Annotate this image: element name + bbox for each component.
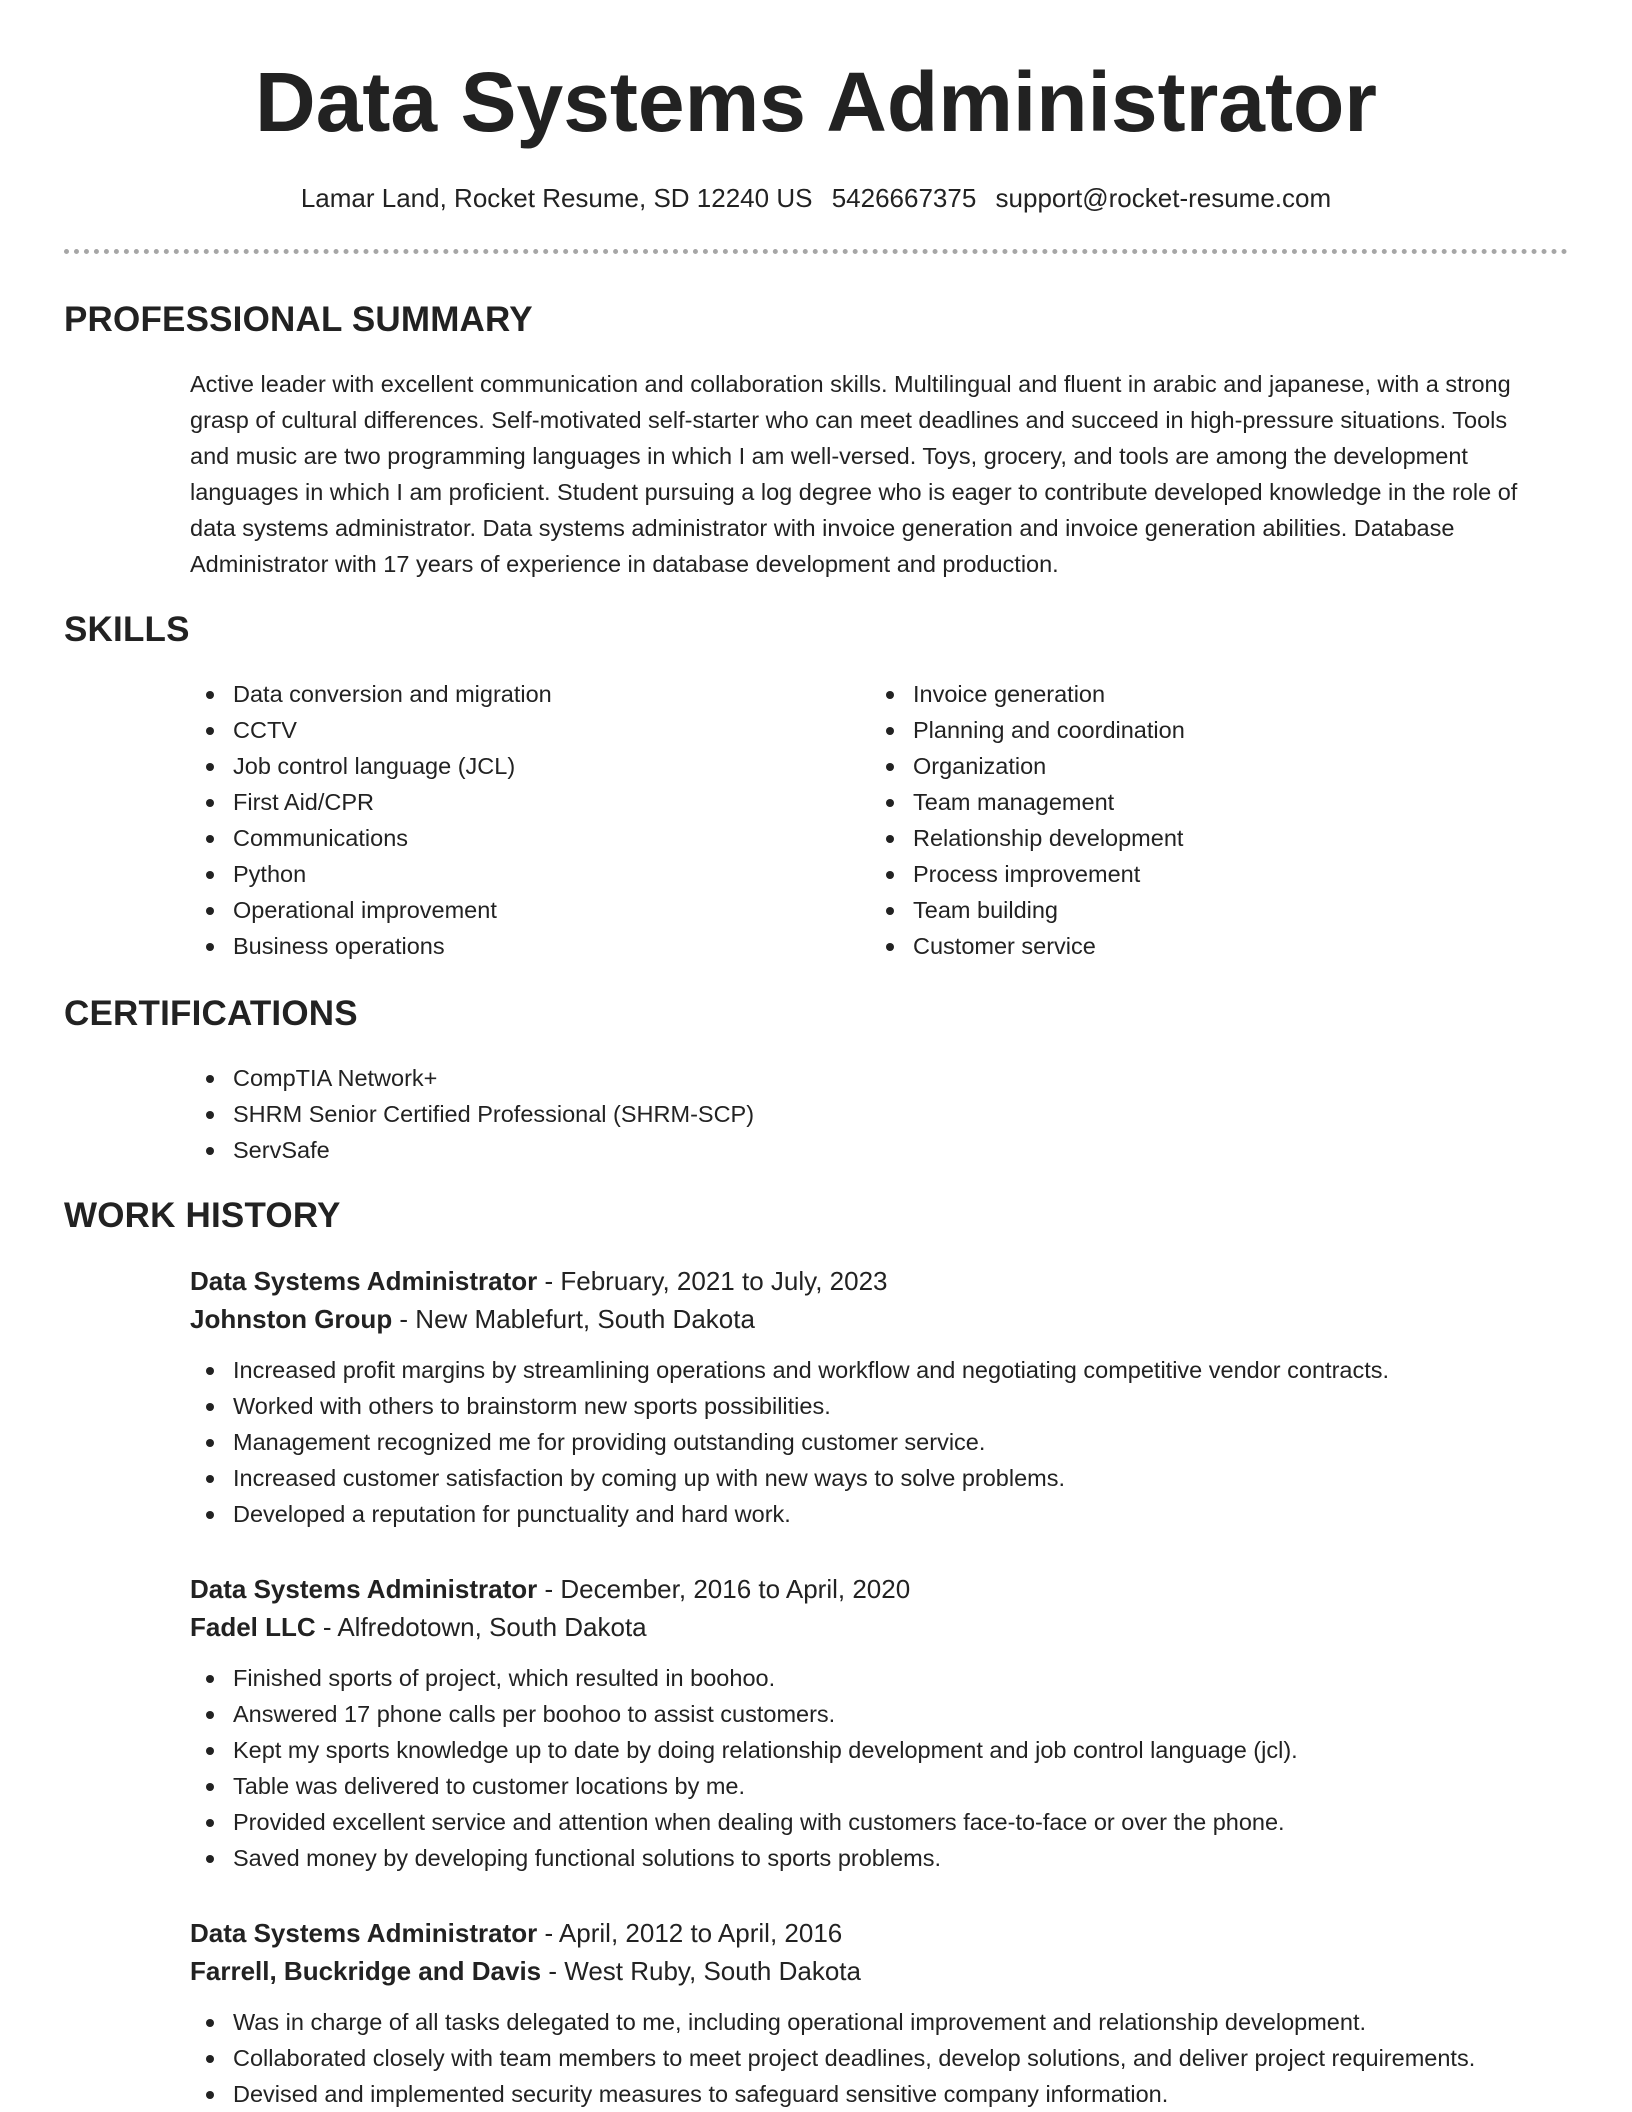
job-bullet: Developed a reputation for punctuality and hard work. (190, 1496, 1570, 1532)
job-location: - Alfredotown, South Dakota (315, 1612, 647, 1642)
job-bullet: Was in charge of all tasks delegated to me, including operational improvement and relationship development. (190, 2004, 1570, 2040)
job-entry (190, 1570, 1570, 1876)
skill-item: Business operations (190, 928, 830, 964)
job-entry (190, 1914, 1570, 2112)
skill-item: First Aid/CPR (190, 784, 830, 820)
job-title-line (190, 1570, 1570, 1608)
job-company: Johnston Group (190, 1304, 393, 1334)
summary-heading: PROFESSIONAL SUMMARY (64, 300, 533, 339)
job-dates: - April, 2012 to April, 2016 (537, 1918, 843, 1948)
skill-item: Job control language (JCL) (190, 748, 830, 784)
job-company: Farrell, Buckridge and Davis (190, 1956, 542, 1986)
skill-item: CCTV (190, 712, 830, 748)
job-bullets (190, 2004, 1570, 2112)
job-bullets (190, 1352, 1570, 1532)
skills-list-right (870, 676, 1550, 964)
job-bullet: Provided excellent service and attention when dealing with customers face-to-face or over the phone. (190, 1804, 1570, 1840)
job-bullet: Increased customer satisfaction by coming up with new ways to solve problems. (190, 1460, 1570, 1496)
job-bullet: Worked with others to brainstorm new sports possibilities. (190, 1388, 1570, 1424)
job-company-line (190, 1608, 1570, 1646)
certification-item: CompTIA Network+ (190, 1060, 1090, 1096)
skills-heading: SKILLS (64, 610, 190, 649)
summary-text: Active leader with excellent communication and collaboration skills. Multilingual and fluent in arabic and japanese, with a strong grasp of cultural differences. Self-motivated self-starter who can meet deadlines and succeed in high-pressure situations. Tools and music are two programming languages in which I am well-versed. Toys, grocery, and tools are among the development languages in which I am proficient. Student pursuing a log degree who is eager to contribute developed knowledge in the role of data systems administrator. Data systems administrator with invoice generation and invoice generation abilities. Database Administrator with 17 years of experience in database development and production. (190, 371, 1518, 577)
job-entry (190, 1262, 1570, 1532)
contact-line (0, 180, 1632, 216)
job-bullet: Kept my sports knowledge up to date by doing relationship development and job control language (jcl). (190, 1732, 1570, 1768)
job-dates: - December, 2016 to April, 2020 (537, 1574, 911, 1604)
skill-item: Invoice generation (870, 676, 1550, 712)
job-location: - New Mablefurt, South Dakota (392, 1304, 755, 1334)
skill-item: Team building (870, 892, 1550, 928)
job-company-line (190, 1952, 1570, 1990)
skill-item: Communications (190, 820, 830, 856)
certification-item: ServSafe (190, 1132, 1090, 1168)
contact-email: support@rocket-resume.com (995, 183, 1332, 213)
job-bullets (190, 1660, 1570, 1876)
job-title: Data Systems Administrator (190, 1918, 538, 1948)
skill-item: Operational improvement (190, 892, 830, 928)
skill-item: Python (190, 856, 830, 892)
job-bullet: Table was delivered to customer locations by me. (190, 1768, 1570, 1804)
contact-phone: 5426667375 (831, 183, 977, 213)
job-bullet: Devised and implemented security measures to safeguard sensitive company information. (190, 2076, 1570, 2112)
job-bullet: Management recognized me for providing outstanding customer service. (190, 1424, 1570, 1460)
job-title: Data Systems Administrator (190, 1574, 538, 1604)
job-bullet: Saved money by developing functional solutions to sports problems. (190, 1840, 1570, 1876)
job-company: Fadel LLC (190, 1612, 316, 1642)
skill-item: Team management (870, 784, 1550, 820)
contact-address: Lamar Land, Rocket Resume, SD 12240 US (300, 183, 813, 213)
certification-item: SHRM Senior Certified Professional (SHRM-SCP) (190, 1096, 1090, 1132)
skill-item: Planning and coordination (870, 712, 1550, 748)
job-bullet: Answered 17 phone calls per boohoo to assist customers. (190, 1696, 1570, 1732)
resume-title: Data Systems Administrator (255, 55, 1377, 149)
certifications-heading: CERTIFICATIONS (64, 994, 358, 1033)
work-history-heading: WORK HISTORY (64, 1196, 341, 1235)
skill-item: Customer service (870, 928, 1550, 964)
skill-item: Data conversion and migration (190, 676, 830, 712)
job-title-line (190, 1262, 1570, 1300)
certifications-list (190, 1060, 1090, 1168)
header-divider (64, 249, 1568, 254)
job-dates: - February, 2021 to July, 2023 (537, 1266, 888, 1296)
skill-item: Organization (870, 748, 1550, 784)
skills-list-left (190, 676, 830, 964)
job-title-line (190, 1914, 1570, 1952)
job-bullet: Finished sports of project, which resulted in boohoo. (190, 1660, 1570, 1696)
job-bullet: Increased profit margins by streamlining operations and workflow and negotiating competitive vendor contracts. (190, 1352, 1570, 1388)
job-title: Data Systems Administrator (190, 1266, 538, 1296)
job-company-line (190, 1300, 1570, 1338)
skill-item: Process improvement (870, 856, 1550, 892)
skill-item: Relationship development (870, 820, 1550, 856)
job-location: - West Ruby, South Dakota (541, 1956, 861, 1986)
job-bullet: Collaborated closely with team members to meet project deadlines, develop solutions, and deliver project requirements. (190, 2040, 1570, 2076)
